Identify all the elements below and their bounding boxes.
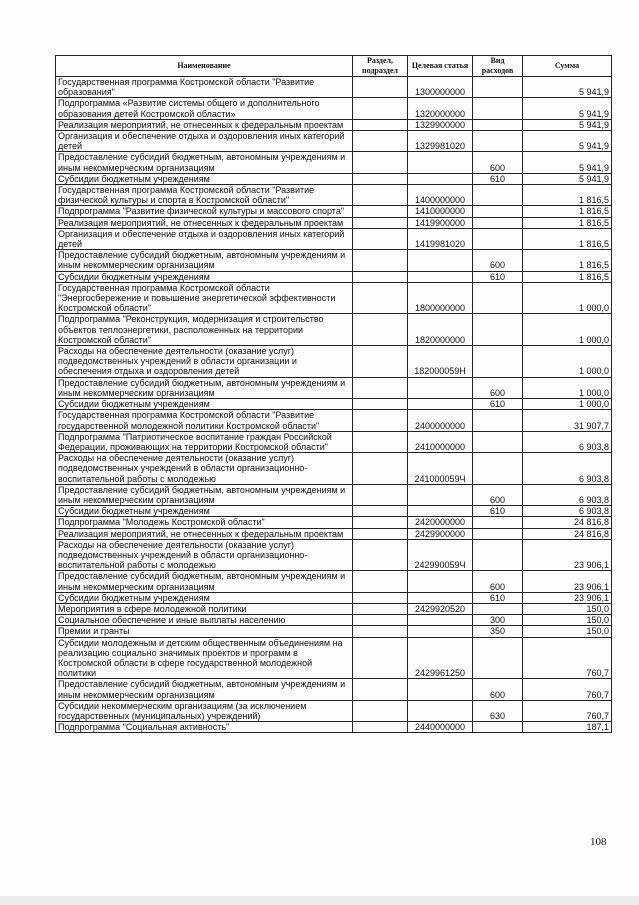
row-name: Предоставление субсидий бюджетным, автономным учреждениям и иным некоммерческим организациям: [56, 250, 353, 271]
row-kind: [473, 722, 523, 733]
row-target-code: 2429961250: [408, 637, 473, 679]
row-kind: [473, 206, 523, 217]
row-target-code: 1300000000: [408, 77, 473, 98]
row-section: [353, 98, 408, 119]
row-name: Субсидии бюджетным учреждениям: [56, 592, 353, 603]
row-name: Государственная программа Костромской области "Развитие образования": [56, 77, 353, 98]
table-row: [56, 131, 612, 152]
row-name: Организация и обеспечение отдыха и оздоровления иных категорий детей: [56, 131, 353, 152]
row-kind: [473, 539, 523, 571]
row-sum: 187,1: [523, 722, 612, 733]
row-sum: 6 903,8: [523, 506, 612, 517]
row-target-code: 2400000000: [408, 410, 473, 431]
table-row: [56, 592, 612, 603]
row-section: [353, 539, 408, 571]
row-target-code: [408, 679, 473, 700]
row-kind: [473, 228, 523, 249]
row-name: Государственная программа Костромской области "Развитие государственной молодежной политики Костромской области": [56, 410, 353, 431]
row-name: Расходы на обеспечение деятельности (оказание услуг) подведомственных учреждений в области организационно-воспитательной работы с молодежью: [56, 539, 353, 571]
row-sum: 5 941,9: [523, 77, 612, 98]
row-name: Расходы на обеспечение деятельности (оказание услуг) подведомственных учреждений в области организации и обеспечения отдыха и оздоровления детей: [56, 346, 353, 378]
row-kind: [473, 517, 523, 528]
row-kind: [473, 98, 523, 119]
row-section: [353, 453, 408, 485]
row-name: Реализация мероприятий, не отнесенных к федеральным проектам: [56, 119, 353, 130]
row-sum: 1 816,5: [523, 185, 612, 206]
row-section: [353, 517, 408, 528]
table-row: [56, 206, 612, 217]
row-kind: 600: [473, 152, 523, 173]
row-sum: 760,7: [523, 700, 612, 721]
row-sum: 24 816,8: [523, 517, 612, 528]
row-sum: 150,0: [523, 615, 612, 626]
row-kind: 350: [473, 626, 523, 637]
row-sum: 760,7: [523, 679, 612, 700]
bottom-edge: [0, 896, 639, 905]
table-row: [56, 637, 612, 679]
row-kind: 600: [473, 250, 523, 271]
row-sum: 6 903,8: [523, 484, 612, 505]
row-name: Мероприятия в сфере молодежной политики: [56, 603, 353, 614]
row-section: [353, 228, 408, 249]
row-target-code: [408, 506, 473, 517]
row-sum: 150,0: [523, 603, 612, 614]
budget-table: [55, 55, 612, 733]
table-row: [56, 679, 612, 700]
row-sum: 1 000,0: [523, 314, 612, 346]
row-kind: [473, 131, 523, 152]
row-kind: 610: [473, 506, 523, 517]
row-sum: 1 000,0: [523, 346, 612, 378]
table-row: [56, 517, 612, 528]
row-name: Предоставление субсидий бюджетным, автономным учреждениям и иным некоммерческим организациям: [56, 571, 353, 592]
row-sum: 31 907,7: [523, 410, 612, 431]
row-name: Субсидии бюджетным учреждениям: [56, 173, 353, 184]
row-sum: 5 941,9: [523, 173, 612, 184]
row-name: Предоставление субсидий бюджетным, автономным учреждениям и иным некоммерческим организациям: [56, 377, 353, 398]
row-target-code: [408, 626, 473, 637]
table-row: [56, 314, 612, 346]
row-name: Предоставление субсидий бюджетным, автономным учреждениям и иным некоммерческим организациям: [56, 679, 353, 700]
row-kind: 600: [473, 377, 523, 398]
row-kind: 610: [473, 173, 523, 184]
row-name: Премии и гранты: [56, 626, 353, 637]
table-row: [56, 377, 612, 398]
row-section: [353, 615, 408, 626]
row-section: [353, 271, 408, 282]
row-name: Субсидии молодежным и детским общественным объединениям на реализацию социально значимых проектов и программ в Костромской области в сфере государственной молодежной политики: [56, 637, 353, 679]
table-row: [56, 282, 612, 314]
row-section: [353, 399, 408, 410]
row-target-code: 1410000000: [408, 206, 473, 217]
row-name: Подпрограмма "Развитие физической культуры и массового спорта": [56, 206, 353, 217]
row-kind: 610: [473, 592, 523, 603]
row-name: Субсидии некоммерческим организациям (за исключением государственных (муниципальных) учреждений): [56, 700, 353, 721]
row-name: Подпрограмма "Социальная активность": [56, 722, 353, 733]
row-target-code: 182000059Н: [408, 346, 473, 378]
row-sum: 23 906,1: [523, 592, 612, 603]
row-kind: [473, 282, 523, 314]
header-name: Наименование: [56, 56, 353, 77]
row-sum: 5 941,9: [523, 152, 612, 173]
row-kind: [473, 431, 523, 452]
table-row: [56, 152, 612, 173]
row-sum: 24 816,8: [523, 528, 612, 539]
row-kind: [473, 528, 523, 539]
row-sum: 5 941,9: [523, 131, 612, 152]
row-target-code: [408, 152, 473, 173]
row-kind: [473, 603, 523, 614]
row-section: [353, 185, 408, 206]
row-section: [353, 700, 408, 721]
table-row: [56, 77, 612, 98]
row-name: Расходы на обеспечение деятельности (оказание услуг) подведомственных учреждений в области организационно-воспитательной работы с молодежью: [56, 453, 353, 485]
row-section: [353, 377, 408, 398]
row-sum: 1 816,5: [523, 206, 612, 217]
row-sum: 23 906,1: [523, 571, 612, 592]
row-kind: [473, 637, 523, 679]
table-row: [56, 346, 612, 378]
row-target-code: 1820000000: [408, 314, 473, 346]
row-section: [353, 528, 408, 539]
table-row: [56, 98, 612, 119]
row-target-code: [408, 615, 473, 626]
row-section: [353, 679, 408, 700]
row-name: Организация и обеспечение отдыха и оздоровления иных категорий детей: [56, 228, 353, 249]
row-name: Субсидии бюджетным учреждениям: [56, 506, 353, 517]
row-section: [353, 250, 408, 271]
row-kind: [473, 77, 523, 98]
row-section: [353, 152, 408, 173]
row-section: [353, 431, 408, 452]
row-sum: 6 903,8: [523, 453, 612, 485]
row-target-code: 1419900000: [408, 217, 473, 228]
row-target-code: 2410000000: [408, 431, 473, 452]
row-kind: [473, 217, 523, 228]
row-section: [353, 282, 408, 314]
row-section: [353, 173, 408, 184]
row-name: Подпрограмма "Молодежь Костромской области": [56, 517, 353, 528]
table-row: [56, 271, 612, 282]
row-target-code: [408, 571, 473, 592]
row-target-code: [408, 250, 473, 271]
table-row: [56, 506, 612, 517]
row-section: [353, 603, 408, 614]
row-target-code: 1320000000: [408, 98, 473, 119]
row-target-code: 1329900000: [408, 119, 473, 130]
row-kind: [473, 185, 523, 206]
table-row: [56, 571, 612, 592]
table-row: [56, 431, 612, 452]
table-row: [56, 185, 612, 206]
row-name: Государственная программа Костромской области "Энергосбережение и повышение энергетической эффективности Костромской области": [56, 282, 353, 314]
row-sum: 23 906,1: [523, 539, 612, 571]
row-kind: 600: [473, 571, 523, 592]
row-name: Социальное обеспечение и иные выплаты населению: [56, 615, 353, 626]
table-row: [56, 615, 612, 626]
row-kind: 630: [473, 700, 523, 721]
row-section: [353, 592, 408, 603]
row-target-code: [408, 484, 473, 505]
row-target-code: 1400000000: [408, 185, 473, 206]
table-row: [56, 250, 612, 271]
table-row: [56, 528, 612, 539]
row-section: [353, 346, 408, 378]
row-target-code: 2440000000: [408, 722, 473, 733]
row-name: Реализация мероприятий, не отнесенных к федеральным проектам: [56, 217, 353, 228]
row-name: Реализация мероприятий, не отнесенных к федеральным проектам: [56, 528, 353, 539]
table-row: [56, 399, 612, 410]
row-kind: [473, 453, 523, 485]
table-row: [56, 173, 612, 184]
row-kind: 600: [473, 484, 523, 505]
row-sum: 150,0: [523, 626, 612, 637]
row-target-code: [408, 700, 473, 721]
row-kind: [473, 119, 523, 130]
row-sum: 1 816,5: [523, 250, 612, 271]
row-target-code: 2420000000: [408, 517, 473, 528]
row-target-code: 242990059Ч: [408, 539, 473, 571]
header-section: Раздел, подраздел: [353, 56, 408, 77]
row-section: [353, 571, 408, 592]
table-row: [56, 722, 612, 733]
row-target-code: [408, 592, 473, 603]
page-number: 108: [590, 836, 607, 848]
row-name: Подпрограмма "Реконструкция, модернизация и строительство объектов теплоэнергетики, расположенных на территории Костромской области": [56, 314, 353, 346]
row-name: Предоставление субсидий бюджетным, автономным учреждениям и иным некоммерческим организациям: [56, 152, 353, 173]
table-body: [56, 77, 612, 733]
row-name: Предоставление субсидий бюджетным, автономным учреждениям и иным некоммерческим организациям: [56, 484, 353, 505]
header-target: Целевая статья: [408, 56, 473, 77]
row-name: Подпрограмма "Патриотическое воспитание граждан Российской Федерации, проживающих на территории Костромской области": [56, 431, 353, 452]
row-section: [353, 484, 408, 505]
row-name: Государственная программа Костромской области "Развитие физической культуры и спорта в Костромской области": [56, 185, 353, 206]
table-row: [56, 410, 612, 431]
table-row: [56, 228, 612, 249]
row-target-code: [408, 271, 473, 282]
row-section: [353, 77, 408, 98]
row-sum: 1 000,0: [523, 282, 612, 314]
row-sum: 1 816,5: [523, 228, 612, 249]
table-row: [56, 217, 612, 228]
row-kind: 610: [473, 399, 523, 410]
row-sum: 5 941,9: [523, 98, 612, 119]
row-sum: 1 000,0: [523, 399, 612, 410]
row-kind: [473, 346, 523, 378]
row-kind: [473, 410, 523, 431]
row-target-code: [408, 173, 473, 184]
table-row: [56, 539, 612, 571]
row-name: Субсидии бюджетным учреждениям: [56, 399, 353, 410]
row-sum: 760,7: [523, 637, 612, 679]
table-row: [56, 484, 612, 505]
row-target-code: 1800000000: [408, 282, 473, 314]
row-sum: 1 000,0: [523, 377, 612, 398]
table-row: [56, 453, 612, 485]
table-row: [56, 700, 612, 721]
header-sum: Сумма: [523, 56, 612, 77]
row-section: [353, 119, 408, 130]
table-row: [56, 119, 612, 130]
row-kind: 600: [473, 679, 523, 700]
row-name: Субсидии бюджетным учреждениям: [56, 271, 353, 282]
row-target-code: 2429900000: [408, 528, 473, 539]
row-target-code: 2429920520: [408, 603, 473, 614]
row-target-code: 1329981020: [408, 131, 473, 152]
row-target-code: [408, 377, 473, 398]
row-sum: 5 941,9: [523, 119, 612, 130]
row-section: [353, 722, 408, 733]
row-sum: 1 816,5: [523, 217, 612, 228]
row-name: Подпрограмма «Развитие системы общего и дополнительного образования детей Костромской области»: [56, 98, 353, 119]
row-kind: [473, 314, 523, 346]
row-section: [353, 206, 408, 217]
row-section: [353, 410, 408, 431]
row-section: [353, 626, 408, 637]
row-section: [353, 217, 408, 228]
row-kind: 610: [473, 271, 523, 282]
table-header-row: [56, 56, 612, 77]
row-target-code: [408, 399, 473, 410]
row-section: [353, 637, 408, 679]
row-section: [353, 314, 408, 346]
table-row: [56, 603, 612, 614]
row-section: [353, 506, 408, 517]
row-target-code: 1419981020: [408, 228, 473, 249]
row-kind: 300: [473, 615, 523, 626]
header-kind: Вид расходов: [473, 56, 523, 77]
table-row: [56, 626, 612, 637]
row-section: [353, 131, 408, 152]
row-sum: 6 903,8: [523, 431, 612, 452]
row-target-code: 241000059Ч: [408, 453, 473, 485]
row-sum: 1 816,5: [523, 271, 612, 282]
